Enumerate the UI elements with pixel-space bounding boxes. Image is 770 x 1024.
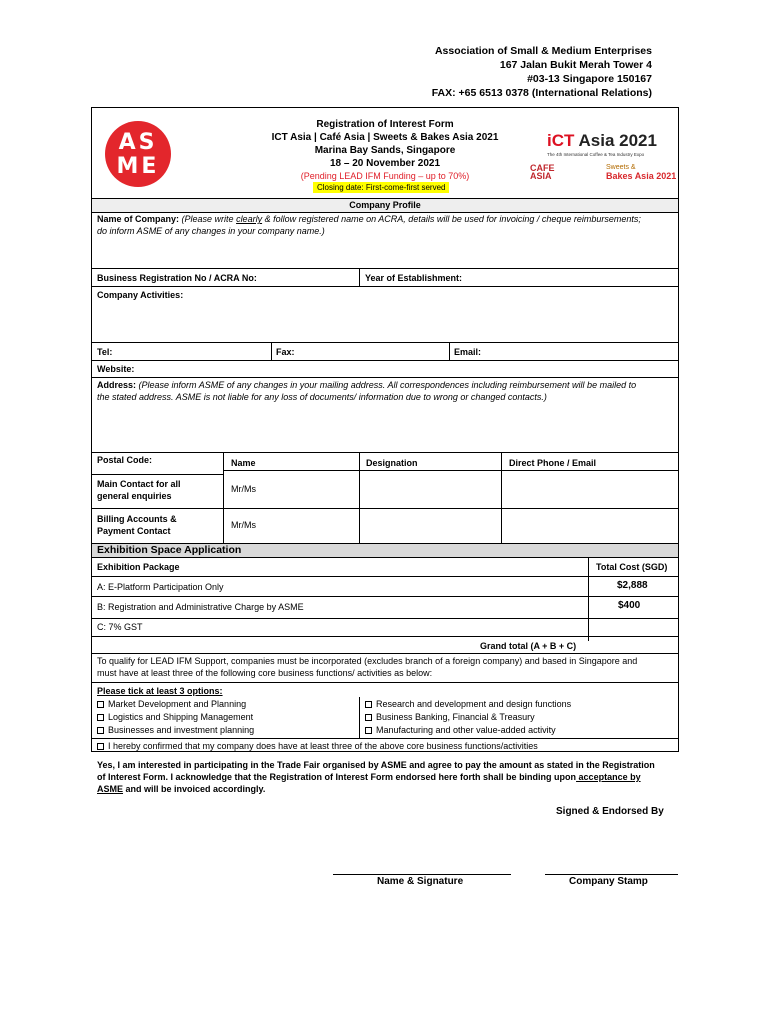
form-title-line3: Marina Bay Sands, Singapore [314,145,456,156]
org-street: 167 Jalan Bukit Merah Tower 4 [499,59,652,71]
option-market-development[interactable] [97,699,246,709]
checkbox[interactable] [97,714,104,721]
ict-logo-main: iCT [547,131,575,150]
billing-label-line1: Billing Accounts & [97,514,177,524]
company-profile-heading: Company Profile [92,199,678,212]
checkbox[interactable] [365,727,372,734]
option-label: Manufacturing and other value-added activity [376,725,556,735]
declaration-line3-underlined: ASME [97,784,124,794]
divider [91,596,679,597]
divider [271,342,272,360]
checkbox[interactable] [97,743,104,750]
confirm-statement[interactable] [97,741,538,751]
asme-logo-text-bottom: ME [116,154,160,179]
company-name-note-emphasis: clearly [236,214,263,224]
option-label: Logistics and Shipping Management [108,712,254,722]
signature-line[interactable] [333,874,511,875]
confirm-label: I hereby confirmed that my company does have at least three of the above core business functions/activities [108,741,538,751]
name-signature-label: Name & Signature [377,876,464,887]
org-fax: FAX: +65 6513 0378 (International Relations) [431,87,652,99]
cafe-asia-logo [530,164,555,180]
divider [449,342,450,360]
billing-label-line2: Payment Contact [97,526,171,536]
pending-funding-note: (Pending LEAD IFM Funding – up to 70%) [300,171,470,181]
divider [91,618,679,619]
package-row-b-cost: $400 [618,600,641,611]
divider [91,636,679,637]
package-row-b: B: Registration and Administrative Charge by ASME [97,602,304,612]
company-name-field[interactable] [97,213,675,237]
main-contact-label-line1: Main Contact for all [97,479,181,489]
billing-contact-salutation[interactable]: Mr/Ms [231,520,256,530]
divider [91,682,679,683]
brn-label: Business Registration No / ACRA No: [97,273,257,283]
qualify-text [97,655,675,679]
declaration-line3: and will be invoiced accordingly. [123,784,266,794]
divider [91,557,679,558]
checkbox[interactable] [365,714,372,721]
divider [501,452,502,543]
package-row-a: A: E-Platform Participation Only [97,582,224,592]
address-label: Address: [97,380,137,390]
sweets-logo-line1: Sweets & [606,164,636,171]
divider [91,286,679,287]
email-label: Email: [454,347,482,357]
sweets-logo-line2: Bakes Asia 2021 [606,171,677,181]
divider [91,576,679,577]
option-logistics[interactable] [97,712,253,722]
website-label: Website: [97,364,135,374]
asme-logo [105,121,171,187]
option-manufacturing[interactable] [365,725,556,735]
option-business-banking[interactable] [365,712,535,722]
ict-logo-year: Asia 2021 [578,131,657,150]
form-title-line1: Registration of Interest Form [316,119,454,130]
package-row-c: C: 7% GST [97,622,143,632]
address-note: (Please inform ASME of any changes in your mailing address. All correspondences including reimbursement will be mailed to [136,380,637,390]
divider [223,470,679,471]
divider [91,360,679,361]
divider [91,342,679,343]
checkbox[interactable] [365,701,372,708]
col-direct-contact: Direct Phone / Email [509,458,597,468]
company-stamp-label: Company Stamp [569,876,648,887]
main-contact-salutation[interactable]: Mr/Ms [231,484,256,494]
divider [359,452,360,543]
divider [588,557,589,641]
option-label: Business Banking, Financial & Treasury [376,712,535,722]
fax-label: Fax: [276,347,295,357]
form-title-line4: 18 – 20 November 2021 [329,158,441,169]
grand-total-label: Grand total (A + B + C) [480,641,577,651]
divider [223,452,224,543]
ict-asia-logo [547,131,657,151]
asme-logo-text-top: AS [118,130,158,155]
organisation-address [432,44,652,100]
divider [91,452,679,453]
option-label: Businesses and investment planning [108,725,255,735]
package-row-a-cost: $2,888 [617,580,648,591]
option-business-planning[interactable] [97,725,254,735]
sweets-bakes-logo [606,164,676,180]
org-unit: #03-13 Singapore 150167 [527,73,652,85]
signed-endorsed-label: Signed & Endorsed By [556,806,664,817]
exhibition-heading: Exhibition Space Application [92,544,678,557]
declaration [97,759,677,795]
company-name-label: Name of Company: [97,214,180,224]
divider [359,268,360,286]
declaration-line1: Yes, I am interested in participating in the Trade Fair organised by ASME and agree to pay the amount as stated in the Registration [97,760,655,770]
declaration-line2-underlined: acceptance by [576,772,641,782]
closing-date: Closing date: First-come-first served [313,182,449,193]
address-note-cont: the stated address. ASME is not liable for any loss of documents/ information due to wrong or changed contacts.) [97,392,547,402]
ict-logo-subtitle: The 4th International Coffee & Tea Industry Expo [547,152,645,157]
divider [91,377,679,378]
company-activities-label: Company Activities: [97,290,184,300]
postal-code-label: Postal Code: [97,455,153,465]
divider [91,653,679,654]
tel-label: Tel: [97,347,113,357]
col-designation: Designation [366,458,418,468]
checkbox[interactable] [97,701,104,708]
divider [91,508,679,509]
company-name-note-end: do inform ASME of any changes in your company name.) [97,226,325,236]
qualify-text-line1: To qualify for LEAD IFM Support, companies must be incorporated (excludes branch of a foreign company) and based in Singapore and [97,656,638,666]
billing-contact-label [97,513,217,537]
tick-heading: Please tick at least 3 options: [97,686,223,696]
company-name-note: (Please write [181,214,237,224]
checkbox[interactable] [97,727,104,734]
option-label: Market Development and Planning [108,699,247,709]
cafe-logo-line1: CAFE [530,163,555,173]
form-title [250,118,520,183]
divider [91,474,223,475]
main-contact-label-line2: general enquiries [97,491,172,501]
form-title-line2: ICT Asia | Café Asia | Sweets & Bakes Asia 2021 [271,132,499,143]
declaration-line2: of Interest Form. I acknowledge that the Registration of Interest Form endorsed here forth shall be binding upon [97,772,577,782]
exhibition-package-label: Exhibition Package [97,562,180,572]
divider [91,738,679,739]
stamp-line[interactable] [545,874,678,875]
col-name: Name [231,458,256,468]
main-contact-label [97,478,217,502]
org-name: Association of Small & Medium Enterprises [434,45,652,57]
divider [359,697,360,738]
option-label: Research and development and design functions [376,699,572,709]
address-field[interactable] [97,379,675,403]
total-cost-label: Total Cost (SGD) [596,562,668,572]
option-research-development[interactable] [365,699,571,709]
divider [91,268,679,269]
company-name-note-cont: & follow registered name on ACRA, details will be used for invoicing / cheque reimbursements; [262,214,641,224]
cafe-logo-line2: ASIA [530,171,552,181]
qualify-text-line2: must have at least three of the following core business functions/ activities as below: [97,668,433,678]
year-established-label: Year of Establishment: [365,273,463,283]
